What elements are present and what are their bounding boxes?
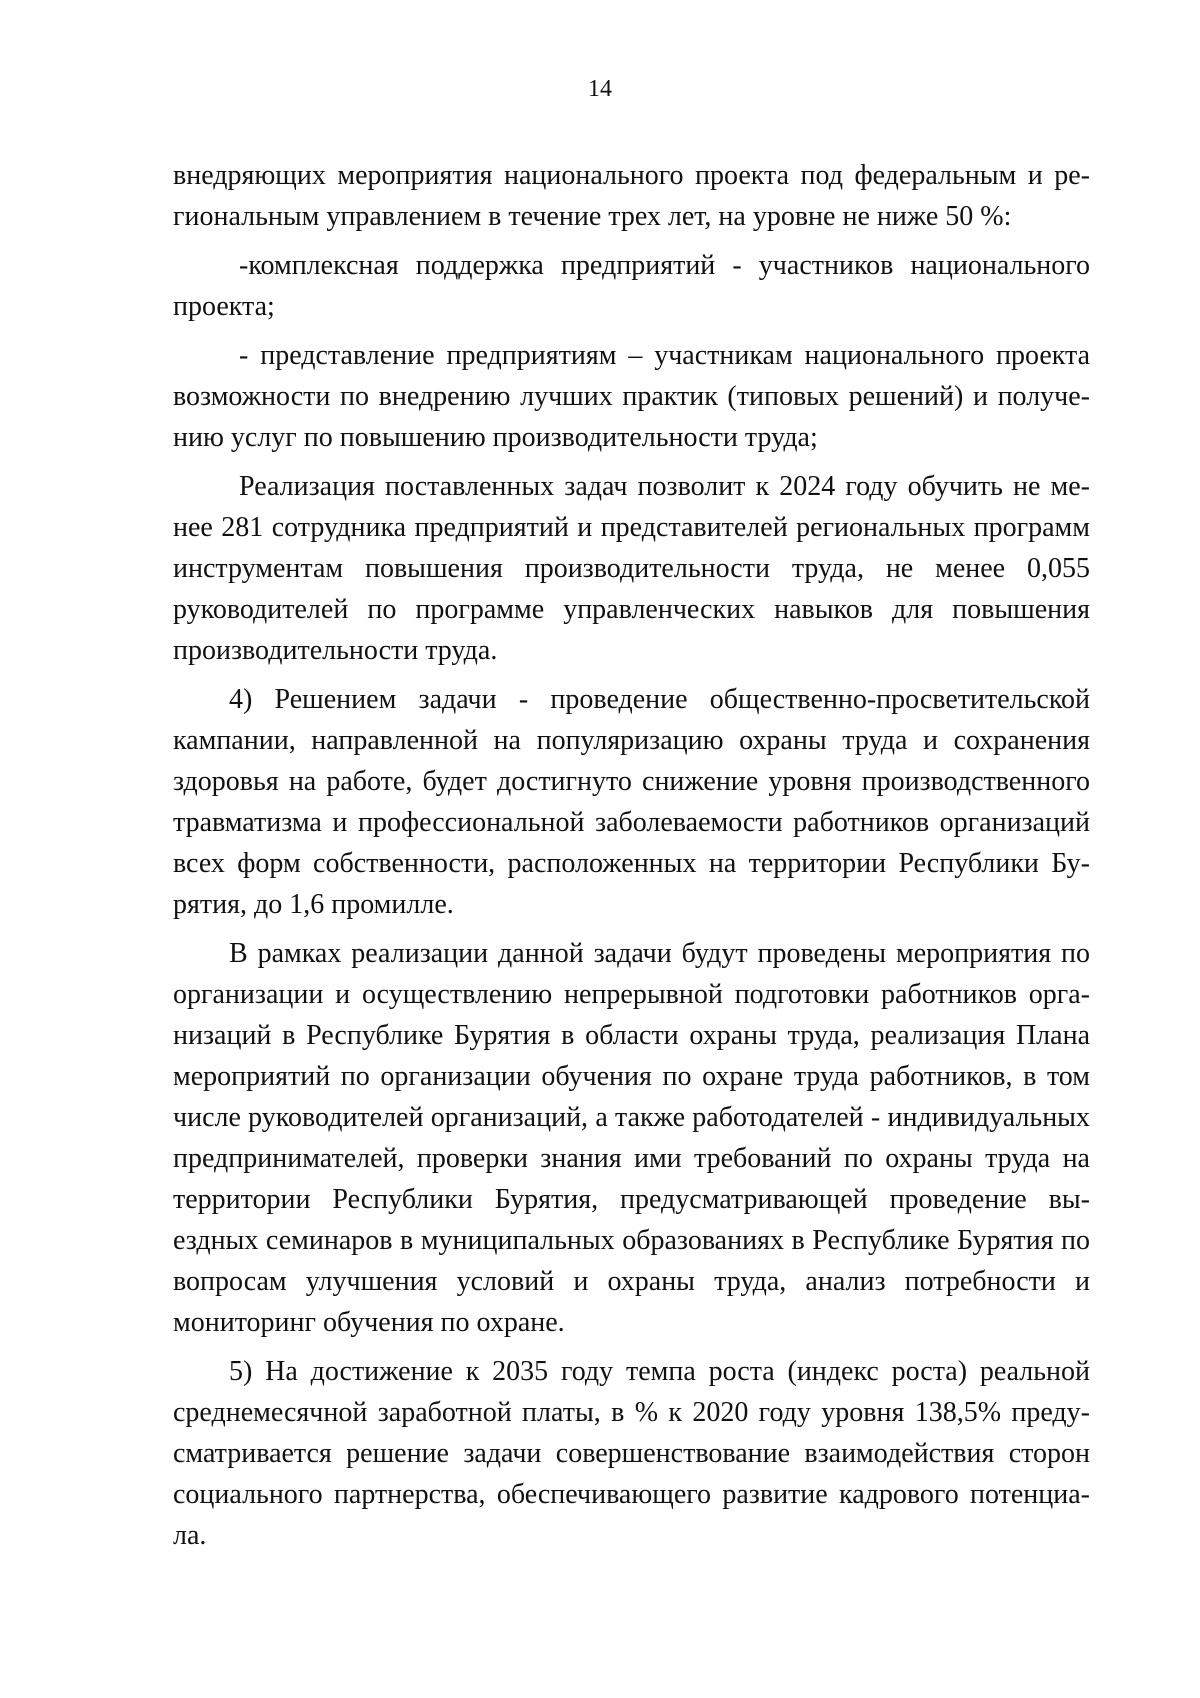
paragraph-list-item-support: -комплексная поддержка предприятий - участников национального проекта;	[173, 250, 1090, 322]
paragraph-list-item-practices: - представление предприятиям – участникам национального проекта возможности по внедрению лучших практик (типовых решений) и получению услуг по повышению производительности труда;	[173, 340, 1090, 453]
paragraph-task-5: 5) На достижение к 2035 году темпа роста (индекс роста) реальной среднемесячной заработной платы, в % к 2020 году уровня 138,5% предусматривается решение задачи совершенствование взаимодействия сторон социального партнерства, обеспечивающего развитие кадрового потенциала.	[173, 1356, 1090, 1551]
paragraph-training-goals: Реализация поставленных задач позволит к 2024 году обучить не менее 281 сотрудника предприятий и представителей региональных программ инструментам повышения производительности труда, не менее 0,055 руководителей по программе управленческих навыков для повышения производительности труда.	[173, 471, 1090, 666]
paragraph-task-4: 4) Решением задачи - проведение общественно-просветительской кампании, направленной на популяризацию охраны труда и сохранения здоровья на работе, будет достигнуто снижение уровня производственного травматизма и профессиональной заболеваемости работников организаций всех форм собственности, расположенных на территории Республики Бурятия, до 1,6 промилле.	[173, 684, 1090, 920]
paragraph-task-4-details: В рамках реализации данной задачи будут проведены мероприятия по организации и осуществлению непрерывной подготовки работников организаций в Республике Бурятия в области охраны труда, реализация Плана мероприятий по организации обучения по охране труда работников, в том числе руководителей организаций, а также работодателей - индивидуальных предпринимателей, проверки знания ими требований по охраны труда на территории Республики Бурятия, предусматривающей проведение выездных семинаров в муниципальных образованиях в Республике Бурятия по вопросам улучшения условий и охраны труда, анализ потребности и мониторинг обучения по охране.	[173, 938, 1090, 1338]
document-body	[173, 155, 1090, 1564]
paragraph-continuation: внедряющих мероприятия национального проекта под федеральным и региональным управлением в течение трех лет, на уровне не ниже 50 %:	[173, 160, 1090, 232]
page-number: 14	[588, 76, 612, 102]
